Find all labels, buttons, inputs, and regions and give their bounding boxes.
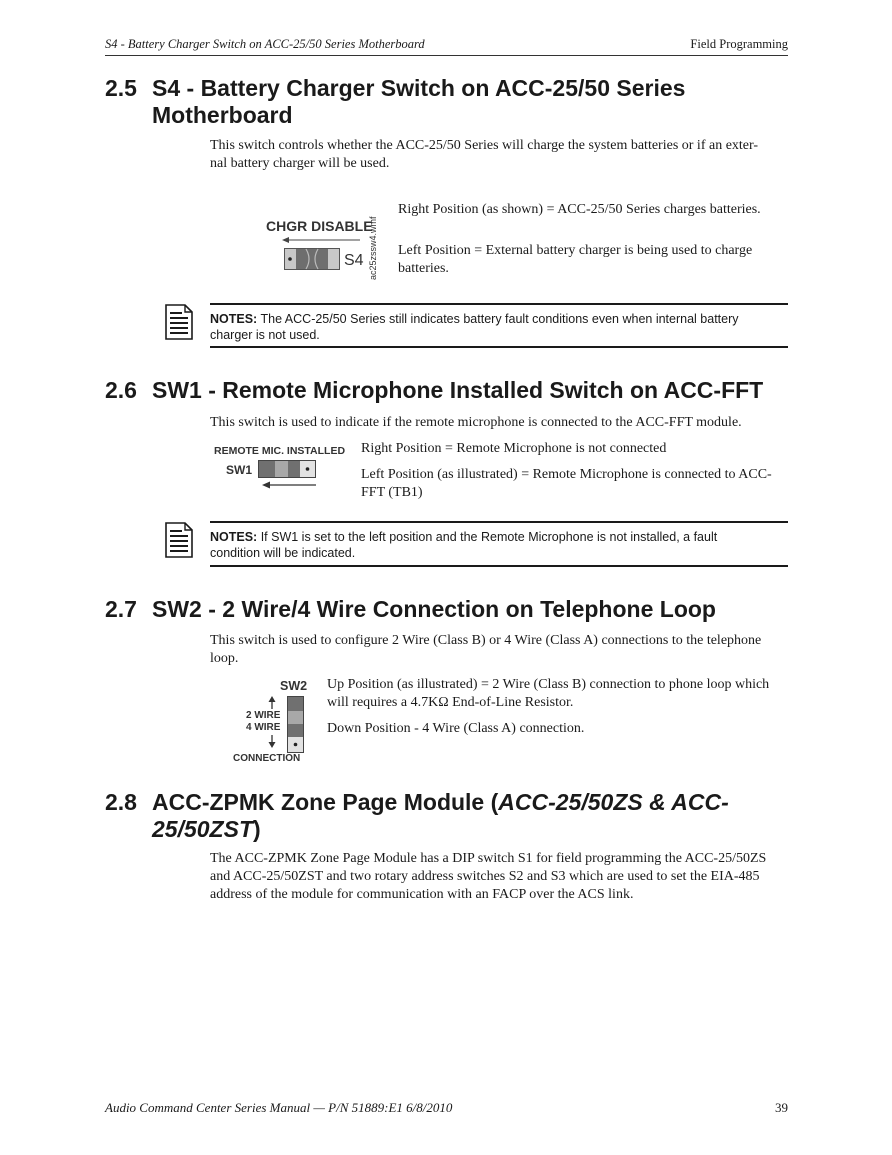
section-2-5-paragraph <box>210 137 788 173</box>
paragraph-line: This switch is used to configure 2 Wire (Class B) or 4 Wire (Class A) connections to the telephone <box>210 633 762 648</box>
2-wire-label: 2 WIRE <box>246 710 281 721</box>
note-icon <box>165 522 193 558</box>
section-title: SW1 - Remote Microphone Installed Switch on ACC-FFT <box>152 377 764 403</box>
section-2-8-paragraph <box>210 850 788 904</box>
section-2-8-heading <box>105 789 788 843</box>
sw2-switch-label: SW2 <box>280 679 308 693</box>
paragraph-line: nal battery charger will be used. <box>210 156 390 171</box>
note-label: NOTES: <box>210 312 258 326</box>
section-2-6-heading <box>105 377 788 404</box>
section-2-6-paragraph: This switch is used to indicate if the remote microphone is connected to the ACC-FFT module. <box>210 415 742 430</box>
s4-switch-label: S4 <box>344 252 364 269</box>
paragraph-line: Left Position (as illustrated) = Remote Microphone is connected to ACC- <box>361 467 772 482</box>
s4-switch-figure <box>262 210 392 285</box>
section-title-line2 <box>152 816 261 843</box>
sw1-right-position: Right Position = Remote Microphone is not connected <box>361 441 667 456</box>
section-number: 2.7 <box>105 596 137 622</box>
section-2-7-heading <box>105 596 788 623</box>
section-number: 2.6 <box>105 377 137 403</box>
sw1-switch-label: SW1 <box>226 463 253 477</box>
paragraph-line: address of the module for communication with an FACP over the ACS link. <box>210 887 634 902</box>
title-segment: ) <box>253 816 261 842</box>
note-2-6 <box>210 529 788 561</box>
section-number: 2.5 <box>105 75 137 101</box>
arrow-up-icon <box>267 696 277 709</box>
arrow-left-icon <box>262 480 318 490</box>
dip-switch-s4 <box>284 248 340 270</box>
sw1-left-position <box>361 466 788 502</box>
header-rule <box>105 55 788 56</box>
paragraph-line: will requires a 4.7KΩ End-of-Line Resistor. <box>327 695 574 710</box>
arrow-left-icon <box>282 235 362 245</box>
note-bottom-rule <box>210 565 788 567</box>
sw1-switch-figure <box>212 442 357 494</box>
title-segment-italic: ACC-25/50ZS & ACC- <box>498 789 729 815</box>
chgr-disable-label: CHGR DISABLE <box>266 218 373 234</box>
note-text: charger is not used. <box>210 328 320 342</box>
note-icon <box>165 304 193 340</box>
footer-manual-title: Audio Command Center Series Manual — P/N 51889:E1 6/8/2010 <box>105 1100 453 1115</box>
sw2-switch-figure <box>230 677 320 769</box>
section-title-line1 <box>152 789 729 816</box>
paragraph-line: loop. <box>210 651 239 666</box>
page-number: 39 <box>775 1100 788 1115</box>
paragraph-line: batteries. <box>398 261 449 276</box>
title-segment: ACC-ZPMK Zone Page Module ( <box>152 789 499 815</box>
note-bottom-rule <box>210 346 788 348</box>
paragraph-line: The ACC-ZPMK Zone Page Module has a DIP switch S1 for field programming the ACC-25/50ZS <box>210 851 767 866</box>
section-title-line2: Motherboard <box>152 102 293 128</box>
paragraph-line: This switch controls whether the ACC-25/50 Series will charge the system batteries or if an exter- <box>210 138 759 153</box>
note-label: NOTES: <box>210 530 258 544</box>
section-2-7-paragraph <box>210 632 788 668</box>
s4-right-position: Right Position (as shown) = ACC-25/50 Series charges batteries. <box>398 202 761 217</box>
paragraph-line: Left Position = External battery charger is being used to charge <box>398 243 753 258</box>
remote-mic-installed-label: REMOTE MIC. INSTALLED <box>214 445 346 457</box>
note-text: The ACC-25/50 Series still indicates battery fault conditions even when internal battery <box>257 312 739 326</box>
section-2-5-heading <box>105 75 788 129</box>
dip-switch-sw2 <box>287 696 304 753</box>
note-text: condition will be indicated. <box>210 546 356 560</box>
paragraph-line: Up Position (as illustrated) = 2 Wire (Class B) connection to phone loop which <box>327 677 770 692</box>
4-wire-label: 4 WIRE <box>246 722 281 733</box>
s4-left-position <box>398 242 788 278</box>
paragraph-line: FFT (TB1) <box>361 485 423 500</box>
connection-label: CONNECTION <box>233 753 301 764</box>
sw2-down-position: Down Position - 4 Wire (Class A) connection. <box>327 721 585 736</box>
note-top-rule <box>210 303 788 305</box>
note-top-rule <box>210 521 788 523</box>
figure-filename: ac25zssw4.wmf <box>368 216 378 280</box>
section-number: 2.8 <box>105 789 137 815</box>
note-2-5 <box>210 311 788 343</box>
sw2-up-position <box>327 676 788 712</box>
section-title: SW2 - 2 Wire/4 Wire Connection on Telephone Loop <box>152 596 716 622</box>
running-header-right: Field Programming <box>690 37 788 51</box>
dip-switch-sw1 <box>258 460 316 478</box>
running-header-left: S4 - Battery Charger Switch on ACC-25/50 Series Motherboard <box>105 37 425 51</box>
note-text: If SW1 is set to the left position and the Remote Microphone is not installed, a fault <box>257 530 718 544</box>
section-title-line1: S4 - Battery Charger Switch on ACC-25/50 Series <box>152 75 686 101</box>
title-segment-italic: 25/50ZST <box>152 816 253 842</box>
paragraph-line: and ACC-25/50ZST and two rotary address switches S2 and S3 which are used to set the EIA-485 <box>210 869 760 884</box>
arrow-down-icon <box>267 735 277 748</box>
